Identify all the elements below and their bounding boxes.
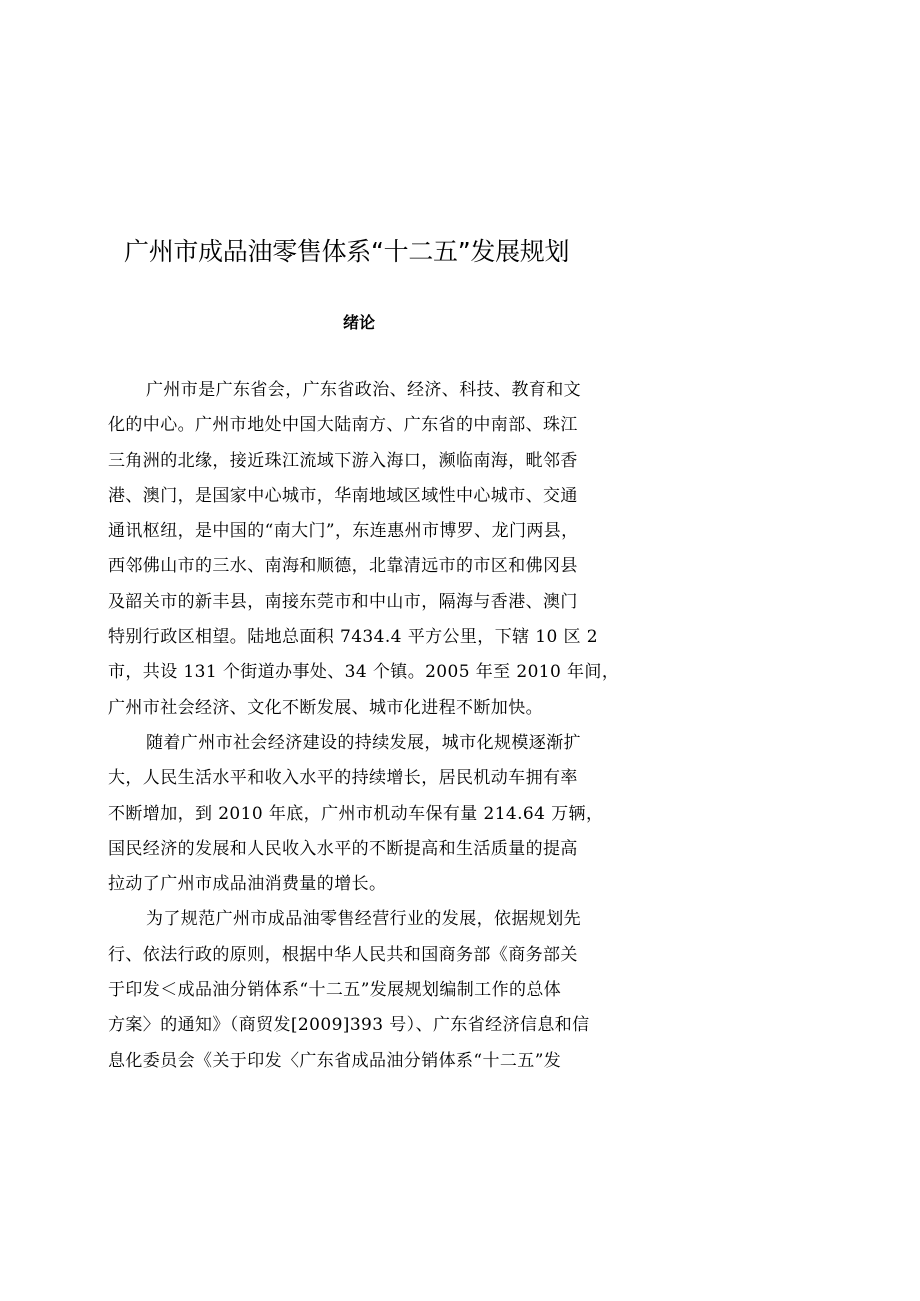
paragraph-line: 特别行政区相望。陆地总面积 7434.4 平方公里，下辖 10 区 2 [108,627,598,648]
paragraph-line: 国民经济的发展和人民收入水平的不断提高和生活质量的提高 [108,838,578,859]
paragraph-line: 息化委员会《关于印发〈广东省成品油分销体系“十二五”发 [108,1050,562,1071]
document-body [108,373,628,1079]
paragraph-line: 港、澳门，是国家中心城市，华南地域区域性中心城市、交通 [108,485,578,506]
paragraph-line: 化的中心。广州市地处中国大陆南方、广东省的中南部、珠江 [108,415,578,436]
paragraph-line: 拉动了广州市成品油消费量的增长。 [108,874,387,895]
paragraph-line: 市，共设 131 个街道办事处、34 个镇。2005 年至 2010 年间， [108,662,620,683]
paragraph-line: 大，人民生活水平和收入水平的持续增长，居民机动车拥有率 [108,768,578,789]
paragraph [108,726,628,902]
paragraph [108,902,628,1078]
paragraph [108,373,628,726]
paragraph-line: 为了规范广州市成品油零售经营行业的发展，依据规划先 [146,909,581,930]
document-title: 广州市成品油零售体系“十二五”发展规划 [124,237,570,266]
paragraph-line: 广州市是广东省会，广东省政治、经济、科技、教育和文 [146,380,581,400]
paragraph-line: 方案〉的通知》（商贸发[2009]393 号）、广东省经济信息和信 [108,1015,590,1036]
paragraph-line: 不断增加，到 2010 年底，广州市机动车保有量 214.64 万辆， [108,803,604,824]
section-heading-introduction: 绪论 [343,313,376,332]
paragraph-line: 行、依法行政的原则，根据中华人民共和国商务部《商务部关 [108,944,578,965]
paragraph-line: 西邻佛山市的三水、南海和顺德，北靠清远市的市区和佛冈县 [108,556,578,577]
paragraph-line: 通讯枢纽，是中国的“南大门”，东连惠州市博罗、龙门两县， [108,521,579,542]
paragraph-line: 三角洲的北缘，接近珠江流域下游入海口，濒临南海，毗邻香 [108,450,578,471]
paragraph-line: 广州市社会经济、文化不断发展、城市化进程不断加快。 [108,697,543,718]
paragraph-line: 及韶关市的新丰县，南接东莞市和中山市，隔海与香港、澳门 [108,591,578,612]
paragraph-line: 于印发＜成品油分销体系“十二五”发展规划编制工作的总体 [108,980,562,1001]
paragraph-line: 随着广州市社会经济建设的持续发展，城市化规模逐渐扩 [146,732,581,753]
